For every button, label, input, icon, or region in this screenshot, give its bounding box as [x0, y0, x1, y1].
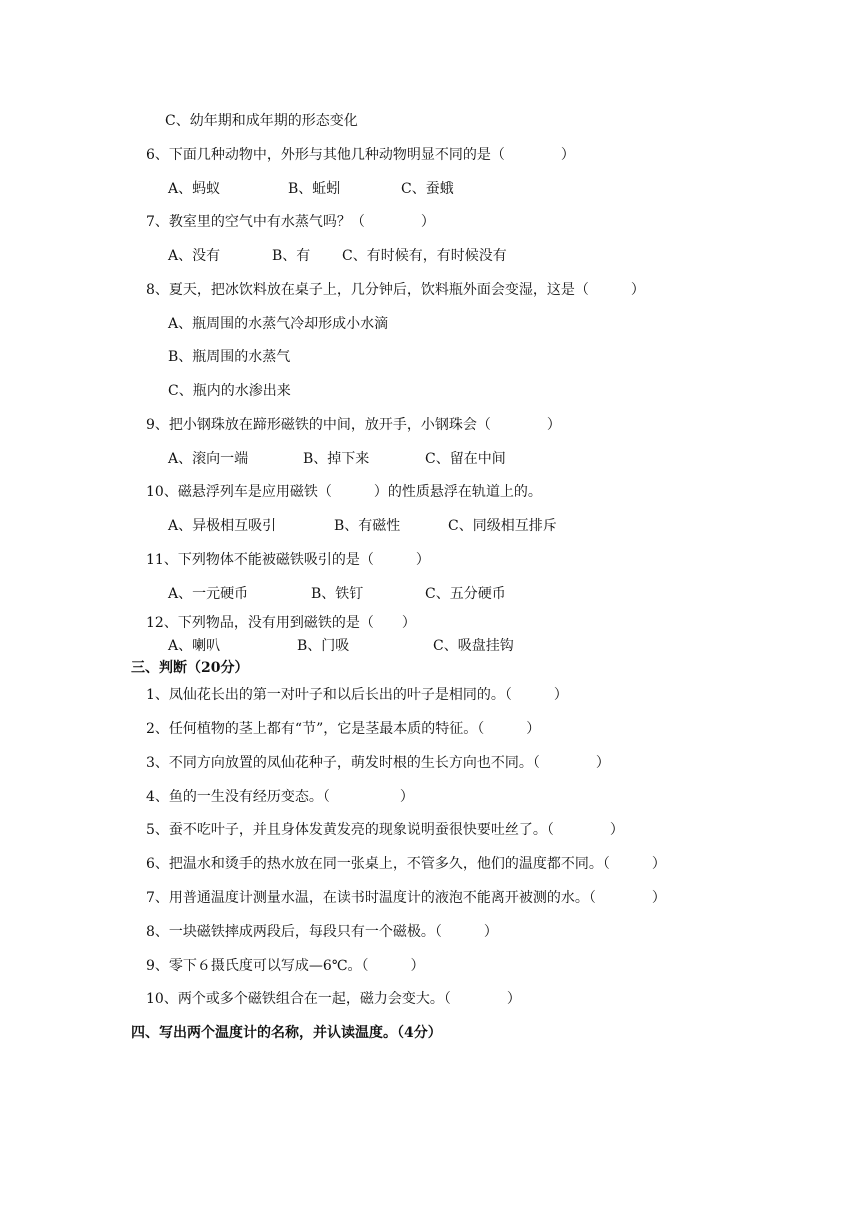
- judgement-item-1: 1、凤仙花长出的第一对叶子和以后长出的叶子是相同的。（ ）: [146, 687, 568, 703]
- question-11-option-b: B、铁钉: [311, 586, 364, 602]
- question-5-option-c: C、幼年期和成年期的形态变化: [165, 113, 358, 129]
- question-12-option-a: A、喇叭: [168, 638, 221, 654]
- judgement-item-4: 4、鱼的一生没有经历变态。（ ）: [146, 789, 414, 805]
- question-12-option-c: C、吸盘挂钩: [433, 638, 514, 654]
- question-6-option-b: B、蚯蚓: [288, 181, 341, 197]
- question-8-option-b: B、瓶周围的水蒸气: [168, 349, 291, 365]
- question-9-option-c: C、留在中间: [425, 451, 506, 467]
- question-6-option-c: C、蚕蛾: [401, 181, 454, 197]
- question-11-option-c: C、五分硬币: [425, 586, 506, 602]
- question-8-option-c: C、瓶内的水渗出来: [168, 383, 291, 399]
- question-7-option-a: A、没有: [168, 248, 221, 264]
- question-7: 7、教室里的空气中有水蒸气吗？（ ）: [146, 214, 435, 230]
- question-11: 11、下列物体不能被磁铁吸引的是（ ）: [146, 552, 430, 568]
- question-6-option-a: A、蚂蚁: [168, 181, 221, 197]
- question-8: 8、夏天，把冰饮料放在桌子上，几分钟后，饮料瓶外面会变湿，这是（ ）: [146, 282, 645, 298]
- question-7-option-c: C、有时候有，有时候没有: [342, 248, 507, 264]
- question-12-option-b: B、门吸: [297, 638, 350, 654]
- judgement-item-6: 6、把温水和烫手的热水放在同一张桌上，不管多久，他们的温度都不同。（ ）: [146, 856, 666, 872]
- section-4-heading: 四、写出两个温度计的名称，并认读温度。（4分）: [131, 1025, 442, 1041]
- judgement-item-5: 5、蚕不吃叶子，并且身体发黄发亮的现象说明蚕很快要吐丝了。（ ）: [146, 822, 624, 838]
- judgement-item-10: 10、两个或多个磁铁组合在一起，磁力会变大。（ ）: [146, 991, 521, 1007]
- question-9-option-b: B、掉下来: [303, 451, 370, 467]
- question-10: 10、磁悬浮列车是应用磁铁（ ）的性质悬浮在轨道上的。: [146, 484, 542, 500]
- question-10-option-b: B、有磁性: [334, 518, 401, 534]
- question-6: 6、下面几种动物中，外形与其他几种动物明显不同的是（ ）: [146, 147, 575, 163]
- judgement-item-7: 7、用普通温度计测量水温，在读书时温度计的液泡不能离开被测的水。（ ）: [146, 890, 666, 906]
- judgement-item-8: 8、一块磁铁摔成两段后，每段只有一个磁极。（ ）: [146, 924, 498, 940]
- question-12: 12、下列物品，没有用到磁铁的是（ ）: [146, 615, 416, 631]
- judgement-item-2: 2、任何植物的茎上都有“节”，它是茎最本质的特征。（ ）: [146, 721, 541, 737]
- question-10-option-c: C、同级相互排斥: [448, 518, 557, 534]
- judgement-item-3: 3、不同方向放置的凤仙花种子，萌发时根的生长方向也不同。（ ）: [146, 755, 610, 771]
- section-3-heading: 三、判断（20分）: [131, 660, 249, 676]
- question-8-option-a: A、瓶周围的水蒸气冷却形成小水滴: [168, 316, 389, 332]
- judgement-item-9: 9、零下６摄氏度可以写成—6℃。（ ）: [146, 958, 425, 974]
- question-11-option-a: A、一元硬币: [168, 586, 249, 602]
- question-10-option-a: A、异极相互吸引: [168, 518, 277, 534]
- question-9: 9、把小钢珠放在蹄形磁铁的中间，放开手，小钢珠会（ ）: [146, 417, 561, 433]
- question-9-option-a: A、滚向一端: [168, 451, 249, 467]
- question-7-option-b: B、有: [272, 248, 311, 264]
